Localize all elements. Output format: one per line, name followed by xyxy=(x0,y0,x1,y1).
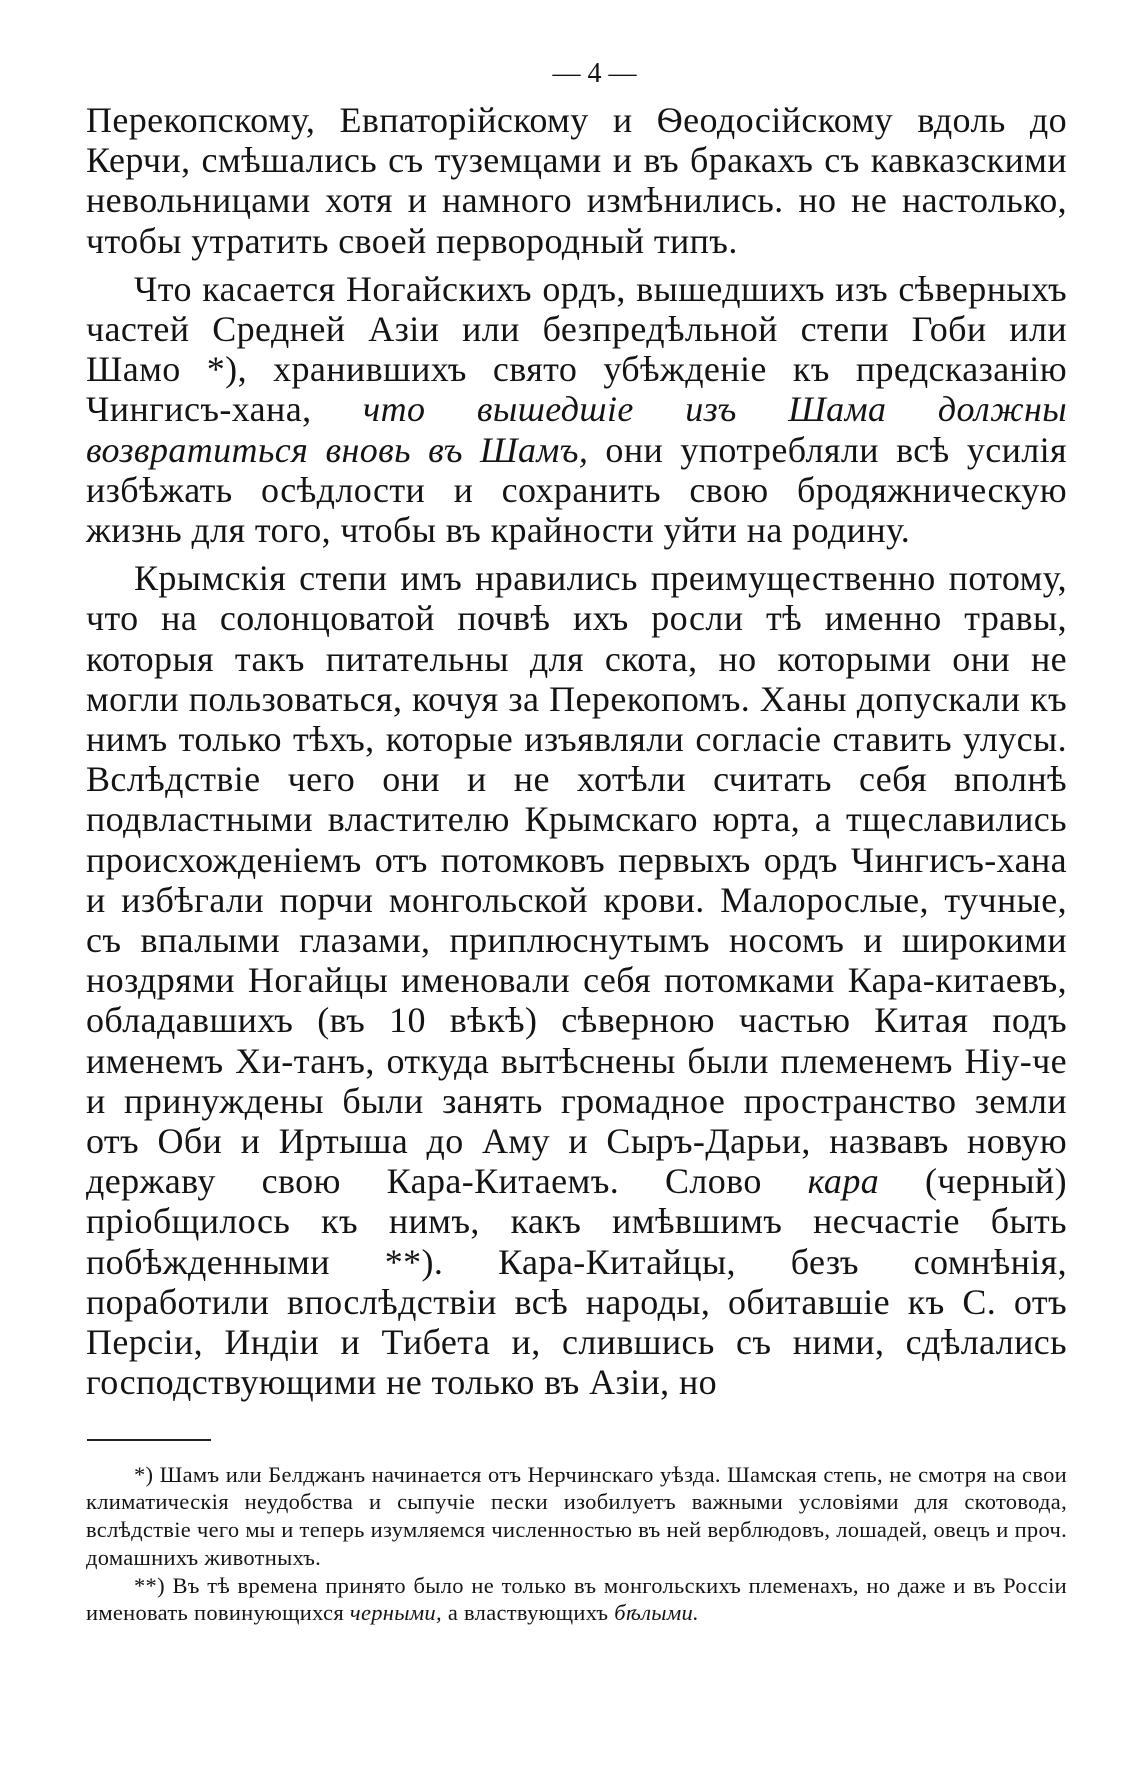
paragraph-3-text-end: (черный) пріобщилось къ нимъ, какъ имѣвшимъ несчастіе быть побѣжденными **). Кара-Китайцы, безъ сомнѣнія, поработили впослѣдствіи всѣ народы, обитавшіе къ С. отъ Персіи, Индіи и Тибета и, слившись съ ними, сдѣлались господствующими не только въ Азіи, но xyxy=(86,1161,1067,1403)
paragraph-2-text-start: Что касается Ногайскихъ ордъ, вышедшихъ изъ сѣверныхъ частей Средней Азіи или безпредѣльной степи Гоби или Шамо *), хранившихъ свято убѣжденіе къ предсказанію Чингисъ-хана, xyxy=(86,268,1067,430)
paragraph-1: Перекопскому, Евпаторійскому и Ѳеодосійскому вдоль до Керчи, смѣшались съ туземцами и въ бракахъ съ кавказскими невольницами хотя и намного измѣнились. но не настолько, чтобы утратить своей первородный типъ. xyxy=(86,100,1067,261)
footnote-2 xyxy=(86,1572,1067,1628)
paragraph-3-text-start: Крымскія степи имъ нравились преимущественно потому, что на солонцоватой почвѣ ихъ росли тѣ именно травы, которыя такъ питательны для скота, но которыми они не могли пользоваться, кочуя за Перекопомъ. Ханы допускали къ нимъ только тѣхъ, которые изъявляли согласіе ставить улусы. Вслѣдствіе чего они и не хотѣли считать себя вполнѣ подвластными властителю Крымскаго юрта, а тщеславились происхожденіемъ отъ потомковъ первыхъ ордъ Чингисъ-хана и избѣгали порчи монгольской крови. Малорослые, тучные, съ впалыми глазами, приплюснутымъ носомъ и широкими ноздрями Ногайцы именовали себя потомками Кара-китаевъ, обладавшихъ (въ 10 вѣкѣ) сѣверною частью Китая подъ именемъ Хи-танъ, откуда вытѣснены были племенемъ Ніу-че и принуждены были занять громадное пространство земли отъ Оби и Иртыша до Аму и Сыръ-Дарьи, назвавъ новую державу свою Кара-Китаемъ. Слово xyxy=(86,558,1067,1202)
paragraph-3-italic-word: кара xyxy=(807,1161,880,1202)
footnote-2-italic-black: черными, xyxy=(349,1600,442,1626)
page-number: — 4 — xyxy=(552,58,637,89)
paragraph-2 xyxy=(86,269,1067,550)
footnote-2-italic-white: бѣлыми. xyxy=(614,1600,699,1626)
paragraph-2-italic-quote: что вышедшіе изъ Шама должны возвратиться вновь въ Шамъ, xyxy=(86,389,1067,470)
paragraph-2-text-end: они употребляли всѣ усилія избѣжать осѣдлости и сохранить свою бродяжническую жизнь для того, чтобы въ крайности уйти на родину. xyxy=(86,429,1067,551)
footnote-separator xyxy=(87,1439,211,1441)
footnotes xyxy=(86,1461,1067,1628)
paragraph-3 xyxy=(86,558,1067,1402)
footnote-2-text-middle: а властвующихъ xyxy=(441,1600,615,1626)
main-text xyxy=(86,100,1067,1403)
footnote-1: *) Шамъ или Белджанъ начинается отъ Нерчинскаго уѣзда. Шамская степь, не смотря на свои климатическія неудобства и сыпучіе пески изобилуетъ важными условіями для скотовода, вслѣдствіе чего мы и теперь изумляемся численностью въ ней верблюдовъ, лошадей, овецъ и проч. домашнихъ животныхъ. xyxy=(86,1461,1067,1570)
footnote-2-text-start: **) Въ тѣ времена принято было не только въ монгольскихъ племенахъ, но даже и въ Россіи именовать повинующихся xyxy=(86,1572,1067,1626)
